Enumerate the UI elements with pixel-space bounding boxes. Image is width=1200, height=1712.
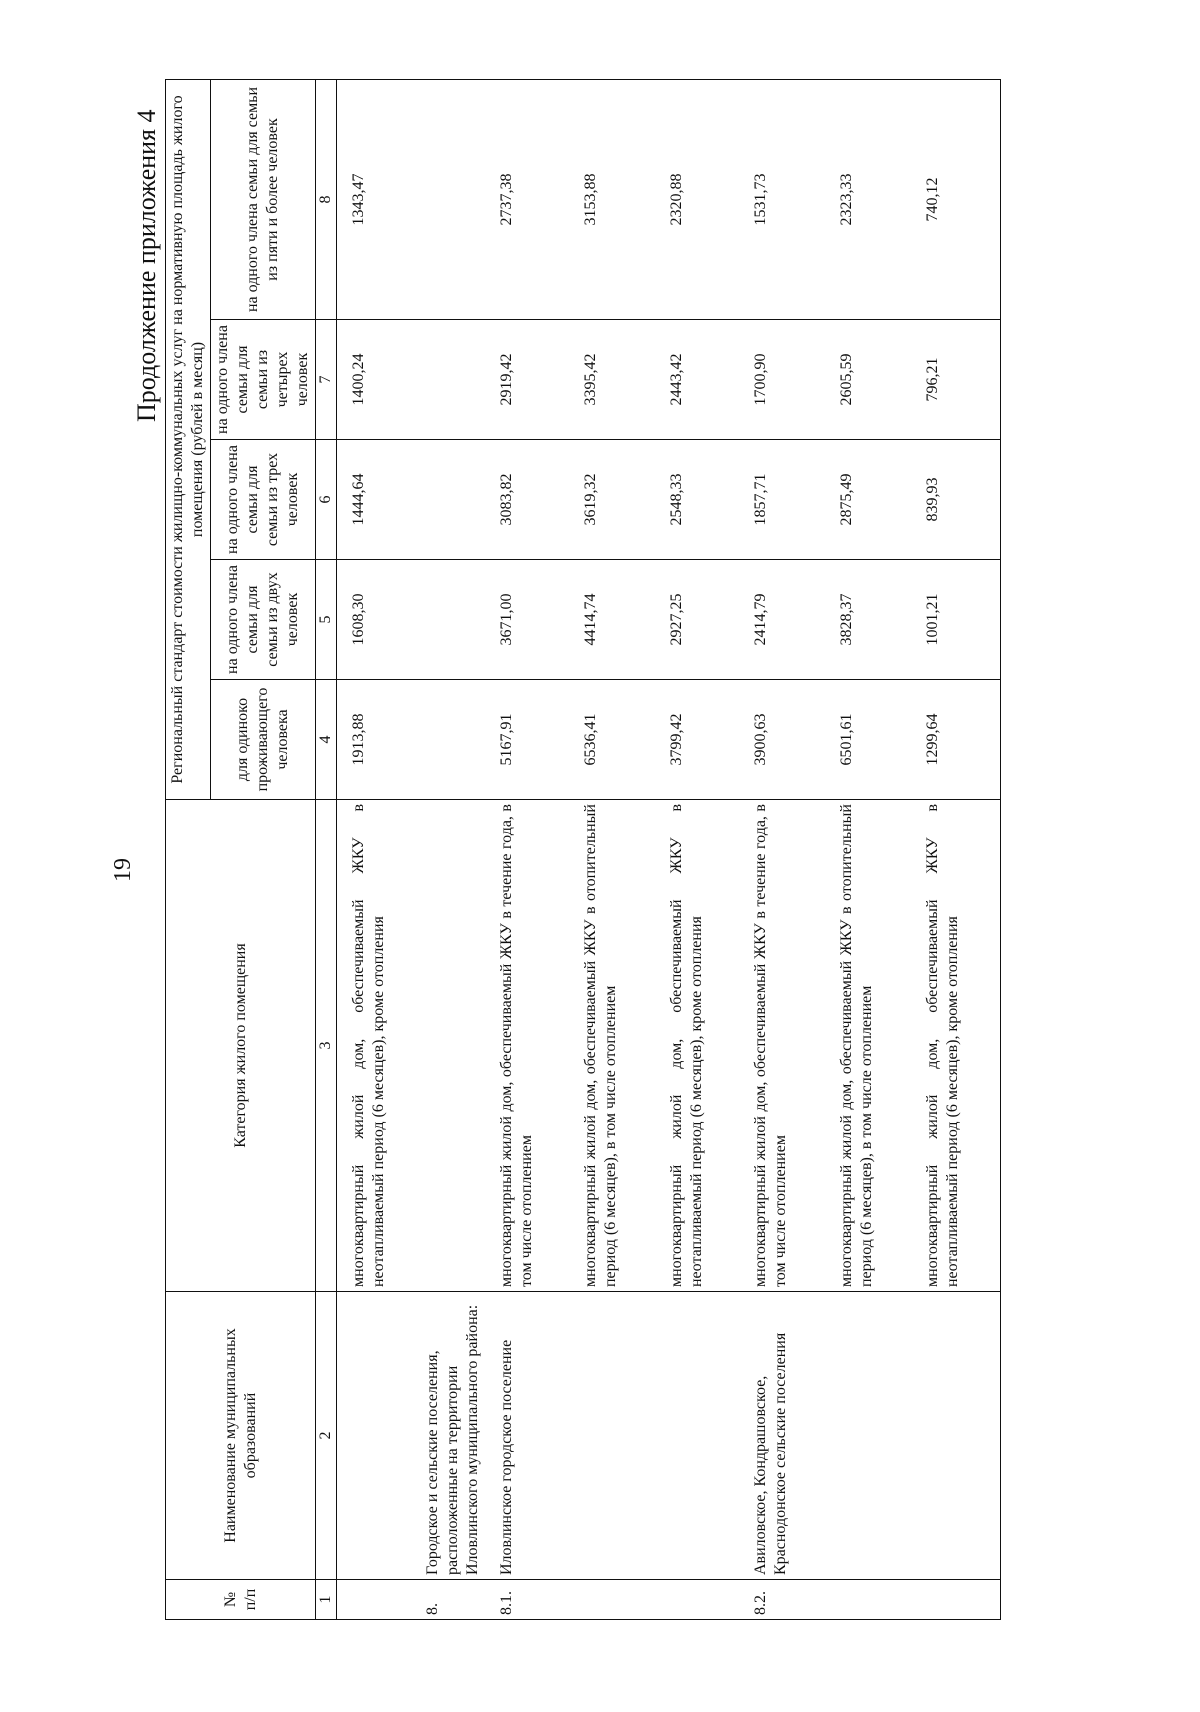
value-three: 3083,82 (485, 440, 569, 560)
value-two: 1608,30 (337, 560, 411, 680)
value-five: 2737,38 (485, 79, 569, 319)
row-number (825, 1580, 911, 1620)
header-single: для одиноко проживающего человека (211, 680, 316, 800)
row-number (655, 1580, 739, 1620)
row-number: 8.1. (485, 1580, 569, 1620)
value-five: 1343,47 (337, 79, 411, 319)
col-index: 5 (316, 560, 337, 680)
value-two: 2414,79 (739, 560, 825, 680)
value-three: 3619,32 (569, 440, 655, 560)
row-municipality (569, 1292, 655, 1580)
header-four: на одного члена семьи для семьи из четырех человек (211, 320, 316, 440)
value-four (411, 320, 485, 440)
value-four: 1400,24 (337, 320, 411, 440)
value-four: 2605,59 (825, 320, 911, 440)
value-three: 1857,71 (739, 440, 825, 560)
row-number (911, 1580, 1001, 1620)
row-category: многоквартирный жилой дом, обеспечиваемый ЖКУ в отопительный период (6 месяцев), в том числе отоплением (569, 800, 655, 1292)
value-single: 5167,91 (485, 680, 569, 800)
row-category: многоквартирный жилой дом, обеспечиваемый ЖКУ в неотапливаемый период (6 месяцев), кроме отопления (337, 800, 411, 1292)
row-category: многоквартирный жилой дом, обеспечиваемый ЖКУ в течение года, в том числе отоплением (739, 800, 825, 1292)
value-single: 1913,88 (337, 680, 411, 800)
value-five: 1531,73 (739, 79, 825, 319)
header-category: Категория жилого помещения (166, 800, 316, 1292)
row-number: 8. (411, 1580, 485, 1620)
value-four: 2443,42 (655, 320, 739, 440)
value-five: 2320,88 (655, 79, 739, 319)
page-number: 19 (110, 858, 136, 882)
value-four: 2919,42 (485, 320, 569, 440)
value-single: 3900,63 (739, 680, 825, 800)
value-three: 1444,64 (337, 440, 411, 560)
tariff-table (165, 79, 1001, 1620)
row-number (569, 1580, 655, 1620)
header-three: на одного члена семьи для семьи из трех человек (211, 440, 316, 560)
col-index: 7 (316, 320, 337, 440)
row-category: многоквартирный жилой дом, обеспечиваемый ЖКУ в неотапливаемый период (6 месяцев), кроме отопления (911, 800, 1001, 1292)
header-two: на одного члена семьи для семьи из двух человек (211, 560, 316, 680)
value-four: 3395,42 (569, 320, 655, 440)
value-five: 3153,88 (569, 79, 655, 319)
value-single: 6501,61 (825, 680, 911, 800)
value-two: 3671,00 (485, 560, 569, 680)
appendix-continuation: Продолжение приложения 4 (132, 109, 161, 422)
value-five: 2323,33 (825, 79, 911, 319)
row-number: 8.2. (739, 1580, 825, 1620)
col-index: 3 (316, 800, 337, 1292)
value-five (411, 79, 485, 319)
value-two: 1001,21 (911, 560, 1001, 680)
value-three: 2548,33 (655, 440, 739, 560)
col-index: 4 (316, 680, 337, 800)
row-municipality (825, 1292, 911, 1580)
row-municipality: Авиловское, Кондрашовское, Краснодонское сельские поселения (739, 1292, 825, 1580)
row-number (337, 1580, 411, 1620)
header-municipality: Наименование муниципальных образований (166, 1292, 316, 1580)
col-index: 6 (316, 440, 337, 560)
row-category: многоквартирный жилой дом, обеспечиваемый ЖКУ в отопительный период (6 месяцев), в том числе отоплением (825, 800, 911, 1292)
row-municipality: Городское и сельские поселения, расположенные на территории Иловлинского муниципального района: (411, 1292, 485, 1580)
value-three: 2875,49 (825, 440, 911, 560)
row-municipality (911, 1292, 1001, 1580)
col-index: 1 (316, 1580, 337, 1620)
value-four: 1700,90 (739, 320, 825, 440)
row-category: многоквартирный жилой дом, обеспечиваемый ЖКУ в течение года, в том числе отоплением (485, 800, 569, 1292)
value-three (411, 440, 485, 560)
value-two: 4414,74 (569, 560, 655, 680)
value-three: 839,93 (911, 440, 1001, 560)
value-single: 3799,42 (655, 680, 739, 800)
row-municipality (655, 1292, 739, 1580)
col-index: 8 (316, 79, 337, 319)
row-municipality: Иловлинское городское поселение (485, 1292, 569, 1580)
value-single: 6536,41 (569, 680, 655, 800)
value-two: 3828,37 (825, 560, 911, 680)
row-category (411, 800, 485, 1292)
col-index: 2 (316, 1292, 337, 1580)
header-five: на одного члена семьи для семьи из пяти и более человек (211, 79, 316, 319)
value-two: 2927,25 (655, 560, 739, 680)
value-single (411, 680, 485, 800)
row-municipality (337, 1292, 411, 1580)
value-five: 740,12 (911, 79, 1001, 319)
value-two (411, 560, 485, 680)
value-single: 1299,64 (911, 680, 1001, 800)
header-standard: Региональный стандарт стоимости жилищно-коммунальных услуг на нормативную площадь жилого помещения (рублей в месяц) (166, 79, 211, 799)
header-number: № п/п (166, 1580, 316, 1620)
value-four: 796,21 (911, 320, 1001, 440)
row-category: многоквартирный жилой дом, обеспечиваемый ЖКУ в неотапливаемый период (6 месяцев), кроме отопления (655, 800, 739, 1292)
